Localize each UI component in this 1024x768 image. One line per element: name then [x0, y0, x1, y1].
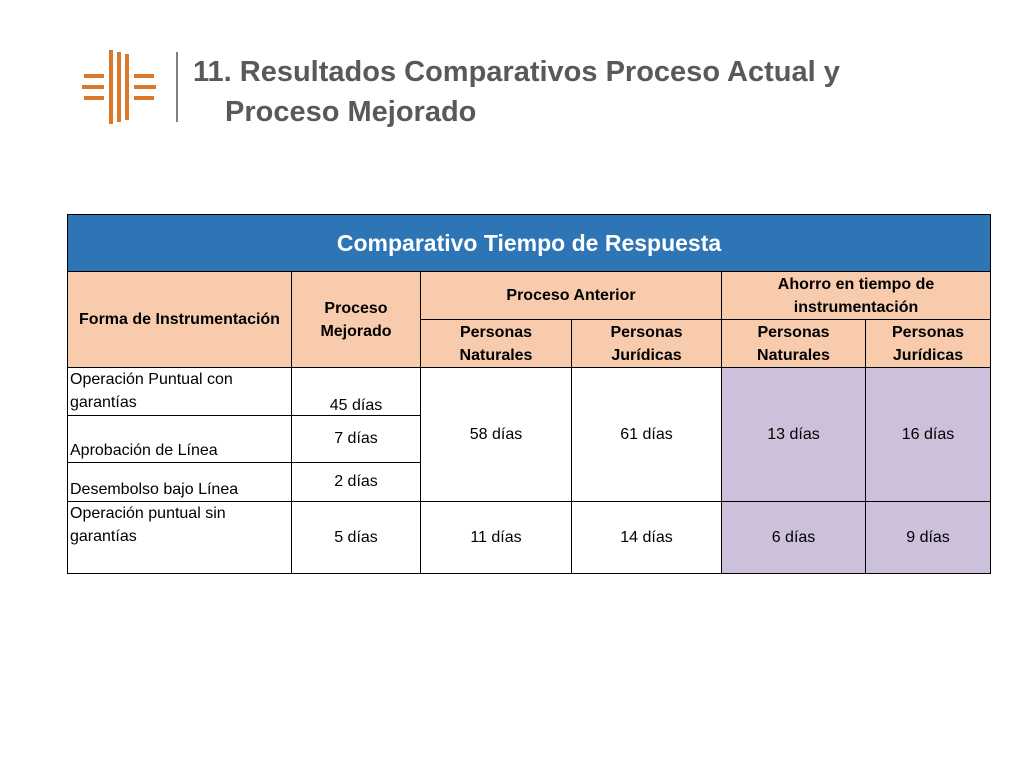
- row-label: Aprobación de Línea: [68, 416, 292, 463]
- row-ahorro-naturales: 6 días: [722, 502, 866, 574]
- group-ahorro-naturales: 13 días: [722, 368, 866, 502]
- row-label: Operación puntual sin garantías: [68, 502, 292, 574]
- title-divider: [176, 52, 178, 122]
- group-ahorro-juridicas: 16 días: [866, 368, 991, 502]
- comparison-table: [67, 214, 991, 574]
- header-mejorado: Proceso Mejorado: [292, 272, 421, 368]
- table-row: [68, 368, 991, 416]
- row-anterior-naturales: 11 días: [421, 502, 572, 574]
- row-mejorado-value: 2 días: [292, 463, 421, 502]
- header-ahorro-naturales: Personas Naturales: [722, 320, 866, 368]
- row-label: Desembolso bajo Línea: [68, 463, 292, 502]
- row-mejorado-value: 45 días: [292, 368, 421, 416]
- title-line-2: Proceso Mejorado: [225, 96, 477, 128]
- header-forma: Forma de Instrumentación: [68, 272, 292, 368]
- row-anterior-juridicas: 14 días: [572, 502, 722, 574]
- header-anterior-juridicas: Personas Jurídicas: [572, 320, 722, 368]
- table-row: [68, 502, 991, 574]
- title-line-1: 11. Resultados Comparativos Proceso Actual y: [193, 56, 840, 88]
- row-label: Operación Puntual con garantías: [68, 368, 292, 416]
- page-title: [193, 52, 993, 132]
- row-mejorado-value: 7 días: [292, 416, 421, 463]
- group-anterior-naturales: 58 días: [421, 368, 572, 502]
- header-anterior-naturales: Personas Naturales: [421, 320, 572, 368]
- header-ahorro-juridicas: Personas Jurídicas: [866, 320, 991, 368]
- row-mejorado-value: 5 días: [292, 502, 421, 574]
- header-ahorro: Ahorro en tiempo de instrumentación: [722, 272, 991, 320]
- company-logo: [82, 50, 156, 124]
- row-ahorro-juridicas: 9 días: [866, 502, 991, 574]
- table-caption: Comparativo Tiempo de Respuesta: [68, 215, 991, 272]
- group-anterior-juridicas: 61 días: [572, 368, 722, 502]
- header-anterior: Proceso Anterior: [421, 272, 722, 320]
